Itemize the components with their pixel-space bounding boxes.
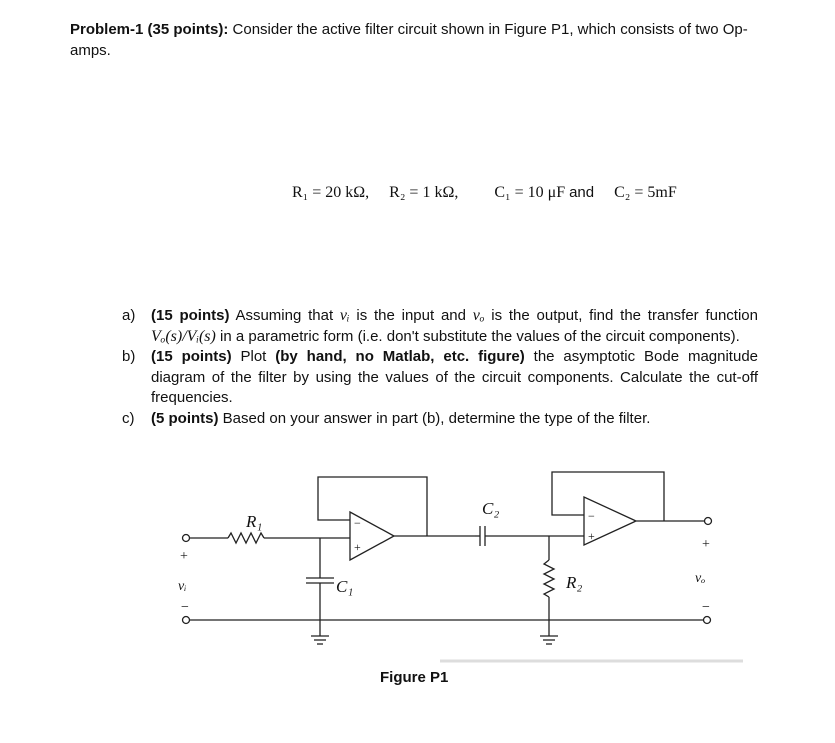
opamp-2 [584, 497, 636, 545]
part-a-text-1: Assuming that [235, 307, 334, 324]
part-b-emphasis: (by hand, no Matlab, etc. figure) [275, 348, 525, 365]
part-c [122, 409, 758, 430]
output-plus: + [702, 537, 710, 552]
opamp-2-minus: − [588, 509, 595, 523]
part-a-points: (15 points) [151, 307, 230, 324]
label-r2: R₂ [566, 573, 583, 592]
problem-statement [70, 19, 770, 61]
input-minus: − [181, 600, 189, 615]
output-minus: − [702, 600, 710, 615]
part-a-text-2: is the input and [356, 307, 466, 324]
label-vi: vᵢ [178, 579, 187, 594]
label-c1: C₁ [336, 577, 354, 596]
part-b-text-1: Plot [240, 348, 267, 365]
component-values [292, 184, 772, 202]
part-a [122, 306, 758, 347]
output-terminal-top [705, 518, 712, 525]
figure-caption: Figure P1 [380, 669, 449, 686]
part-c-label: c) [122, 409, 135, 427]
c2-value: C₂ = 5mF [614, 184, 677, 201]
input-plus: + [180, 549, 188, 564]
part-b-text-2: the asymptotic Bode magnitude diagram of the filter by using the values of the circuit components. Calculate the cut-off frequencies. [151, 348, 758, 406]
output-terminal-bottom [704, 617, 711, 624]
opamp-1-plus: + [354, 540, 361, 554]
question-parts [122, 306, 758, 429]
and-word: and [569, 184, 595, 201]
part-c-points: (5 points) [151, 409, 219, 427]
part-a-vo: vₒ [472, 307, 485, 324]
part-a-text-3: is the output, find the transfer function [491, 307, 758, 324]
r1-value: R₁ = 20 kΩ, [292, 184, 370, 201]
part-b-label: b) [122, 348, 136, 365]
part-a-vi: vᵢ [339, 307, 350, 324]
r2-resistor [544, 560, 554, 597]
input-terminal-bottom [183, 617, 190, 624]
part-a-label: a) [122, 307, 136, 324]
r1-resistor [228, 533, 264, 543]
opamp-1 [350, 512, 394, 560]
label-c2: C₂ [482, 499, 500, 518]
problem-text: Consider the active filter circuit shown in Figure P1, which consists of two Op-amps. [70, 21, 748, 59]
part-c-text-1: Based on your answer in part (b), determine the type of the filter. [222, 409, 651, 427]
part-a-transfer-function: Vₒ(s)/Vᵢ(s) [151, 327, 216, 345]
c1-value: C₁ = 10 μF [494, 184, 566, 201]
part-a-text-4: in a parametric form (i.e. don't substitute the values of the circuit components). [220, 327, 740, 345]
part-b [122, 347, 758, 409]
problem-heading: Problem-1 (35 points): [70, 21, 229, 38]
opamp-2-plus: + [588, 529, 595, 543]
r2-value: R₂ = 1 kΩ, [389, 184, 459, 201]
opamp-1-minus: − [354, 516, 361, 530]
label-vo: vₒ [695, 571, 706, 586]
input-terminal-top [183, 535, 190, 542]
part-b-points: (15 points) [151, 348, 232, 365]
label-r1: R₁ [246, 512, 263, 531]
